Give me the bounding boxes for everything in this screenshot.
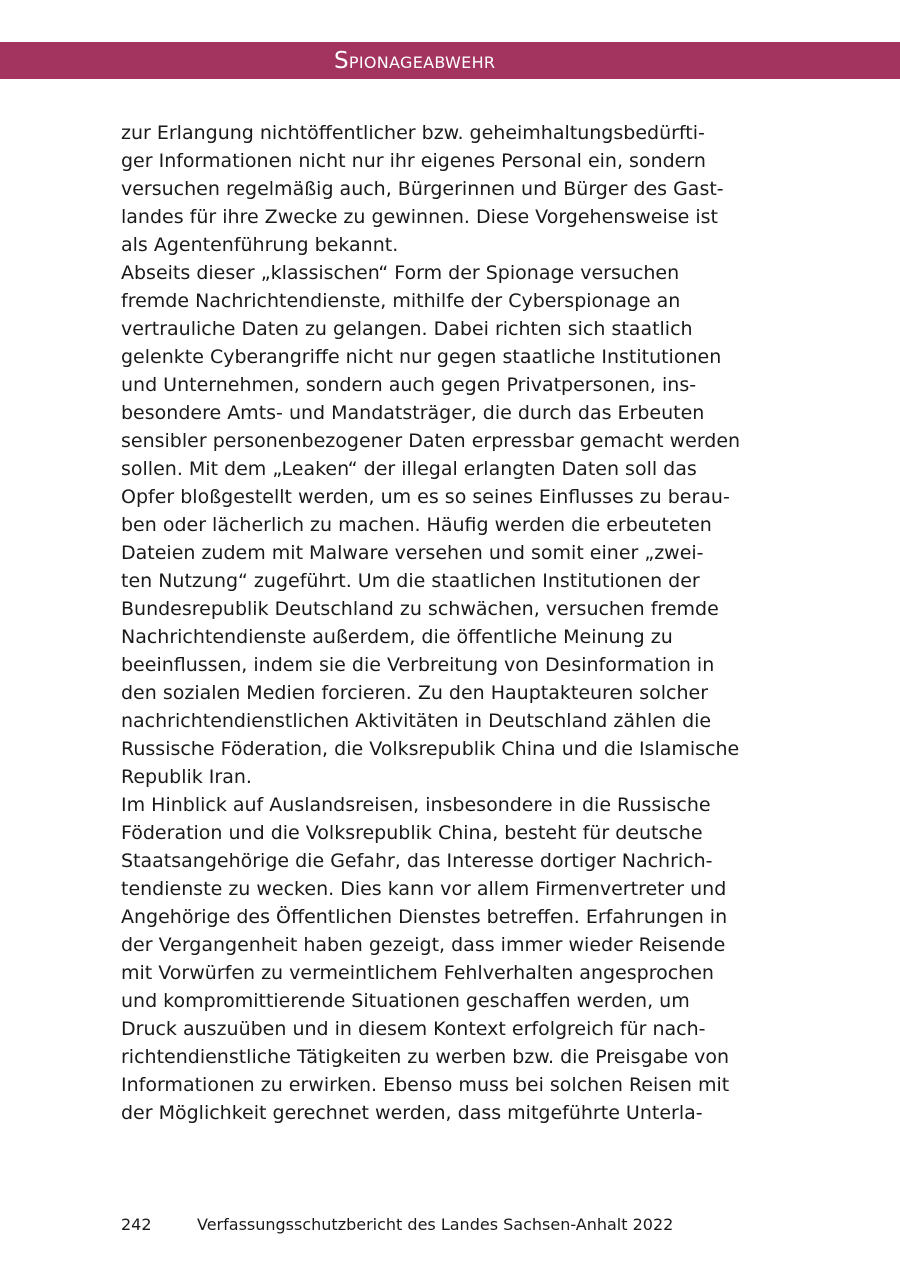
text-line: nachrichtendienstlichen Aktivitäten in Deutschland zählen die [121, 710, 712, 732]
text-line: sensibler personenbezogener Daten erpressbar gemacht werden [121, 430, 741, 452]
text-line: Republik Iran. [121, 766, 252, 788]
text-line: ben oder lächerlich zu machen. Häufig werden die erbeuteten [121, 514, 712, 536]
text-line: den sozialen Medien forcieren. Zu den Hauptakteuren solcher [121, 682, 709, 704]
text-line: Druck auszuüben und in diesem Kontext erfolgreich für nach- [121, 1018, 706, 1040]
body-text [121, 119, 801, 1127]
text-line: der Möglichkeit gerechnet werden, dass mitgeführte Unterla- [121, 1102, 703, 1124]
publication-title: Verfassungsschutzbericht des Landes Sachsen-Anhalt 2022 [197, 1215, 674, 1234]
section-title: Spionageabwehr [334, 48, 496, 74]
text-line: der Vergangenheit haben gezeigt, dass immer wieder Reisende [121, 934, 726, 956]
text-line: landes für ihre Zwecke zu gewinnen. Diese Vorgehensweise ist [121, 206, 718, 228]
text-line: richtendienstliche Tätigkeiten zu werben bzw. die Preisgabe von [121, 1046, 729, 1068]
text-line: und kompromittierende Situationen geschaffen werden, um [121, 990, 690, 1012]
text-line: ten Nutzung“ zugeführt. Um die staatlichen Institutionen der [121, 570, 700, 592]
text-line: Angehörige des Öffentlichen Dienstes betreffen. Erfahrungen in [121, 906, 728, 928]
text-line: sollen. Mit dem „Leaken“ der illegal erlangten Daten soll das [121, 458, 697, 480]
text-line: versuchen regelmäßig auch, Bürgerinnen und Bürger des Gast- [121, 178, 724, 200]
text-line: ger Informationen nicht nur ihr eigenes Personal ein, sondern [121, 150, 706, 172]
text-line: Nachrichtendienste außerdem, die öffentliche Meinung zu [121, 626, 673, 648]
text-line: Informationen zu erwirken. Ebenso muss bei solchen Reisen mit [121, 1074, 730, 1096]
text-line: beeinflussen, indem sie die Verbreitung von Desinformation in [121, 654, 715, 676]
text-line: zur Erlangung nichtöffentlicher bzw. geheimhaltungsbedürfti- [121, 122, 705, 144]
text-line: als Agentenführung bekannt. [121, 234, 399, 256]
page-number: 242 [121, 1215, 152, 1234]
text-line: vertrauliche Daten zu gelangen. Dabei richten sich staatlich [121, 318, 693, 340]
text-line: Föderation und die Volksrepublik China, besteht für deutsche [121, 822, 703, 844]
text-line: und Unternehmen, sondern auch gegen Privatpersonen, ins- [121, 374, 697, 396]
text-line: Abseits dieser „klassischen“ Form der Spionage versuchen [121, 262, 680, 284]
text-line: fremde Nachrichtendienste, mithilfe der Cyberspionage an [121, 290, 681, 312]
text-line: Dateien zudem mit Malware versehen und somit einer „zwei- [121, 542, 704, 564]
text-line: besondere Amts- und Mandatsträger, die durch das Erbeuten [121, 402, 705, 424]
text-line: mit Vorwürfen zu vermeintlichem Fehlverhalten angesprochen [121, 962, 714, 984]
text-line: Opfer bloßgestellt werden, um es so seines Einflusses zu berau- [121, 486, 730, 508]
text-line: Im Hinblick auf Auslandsreisen, insbesondere in die Russische [121, 794, 711, 816]
text-line: Russische Föderation, die Volksrepublik China und die Islamische [121, 738, 740, 760]
text-line: Bundesrepublik Deutschland zu schwächen, versuchen fremde [121, 598, 719, 620]
text-line: gelenkte Cyberangriffe nicht nur gegen staatliche Institutionen [121, 346, 722, 368]
text-line: tendienste zu wecken. Dies kann vor allem Firmenvertreter und [121, 878, 727, 900]
text-line: Staatsangehörige die Gefahr, das Interesse dortiger Nachrich- [121, 850, 713, 872]
